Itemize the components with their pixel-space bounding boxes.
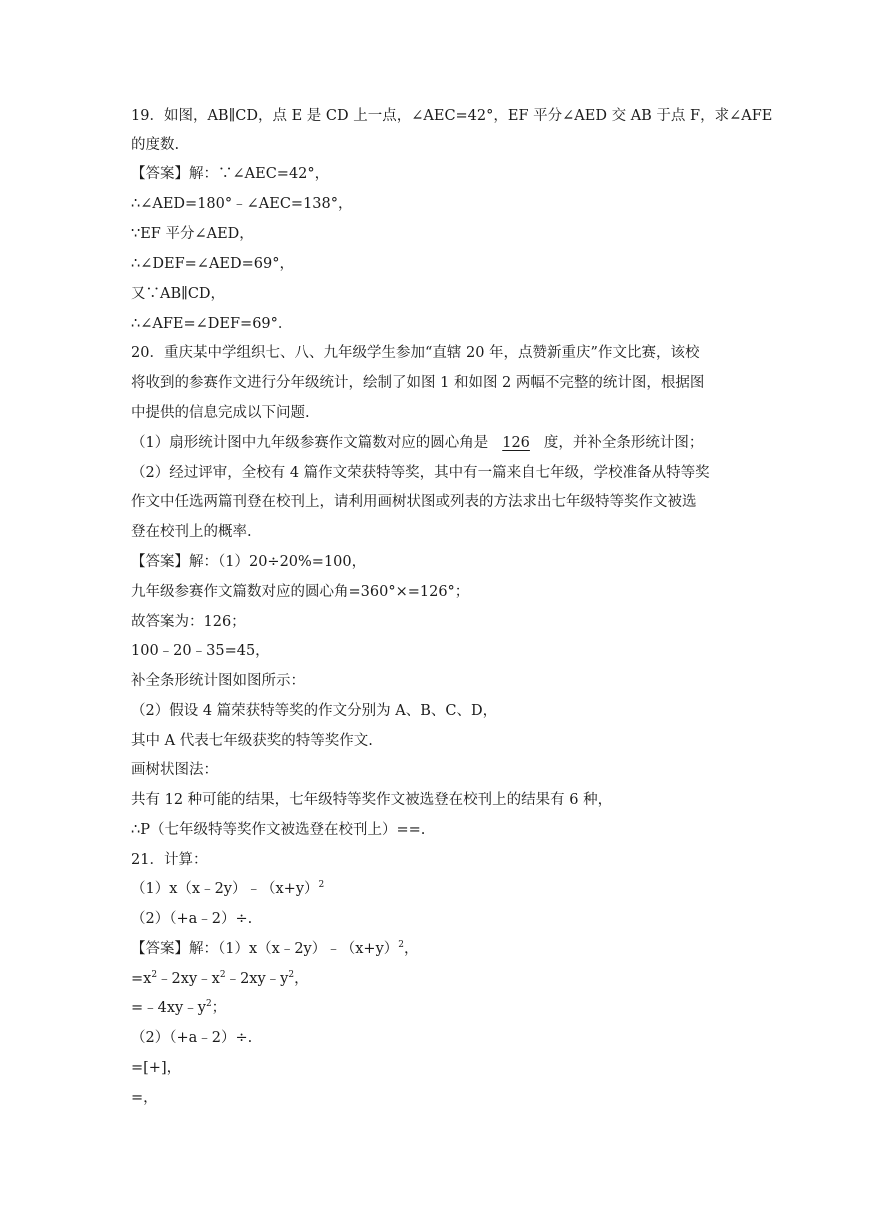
q20-part2-line-1: （2）经过评审，全校有 4 篇作文荣获特等奖，其中有一篇来自七年级，学校准备从特等奖 (131, 465, 710, 481)
q19-answer-line-6: ∴∠AFE=∠DEF=69°． (131, 316, 293, 332)
q20-answer-line-1: 【答案】解：（1）20÷20%=100， (131, 554, 367, 570)
q21-answer-line-5: =[+]， (131, 1060, 182, 1076)
q21-answer-2-exp-2: 2 (219, 970, 226, 981)
q20-part1-answer-blank: 126 (502, 435, 530, 451)
q21-answer-3-exp-1: 2 (205, 999, 212, 1010)
q20-part2-line-3: 登在校刊上的概率. (131, 524, 252, 540)
q21-answer-1-text: 【答案】解：（1）x（x﹣2y）﹣（x+y） (131, 941, 399, 957)
q19-stem-line-2: 的度数. (131, 137, 180, 153)
q21-answer-line-3 (131, 998, 226, 1018)
q19-answer-line-5: 又∵AB∥CD， (131, 286, 226, 302)
q21-answer-3-part-2: ； (211, 1000, 227, 1016)
q21-stem-line-1: 21．计算： (131, 852, 208, 868)
q21-answer-2-part-2: ﹣2xy﹣x (157, 971, 220, 987)
q19-answer-line-1: 【答案】解：∵∠AEC=42°， (131, 166, 330, 182)
q21-part2: （2）（+a﹣2）÷. (131, 911, 253, 927)
q21-answer-1-tail: ， (404, 941, 419, 957)
q20-answer-line-8: 画树状图法： (131, 762, 218, 778)
q20-part1-suffix: 度，并补全条形统计图； (543, 435, 704, 451)
q21-answer-line-1 (131, 939, 419, 959)
q20-stem-line-2: 将收到的参赛作文进行分年级统计，绘制了如图 1 和如图 2 两幅不完整的统计图，根据图 (131, 375, 705, 391)
q19-answer-line-2: ∴∠AED=180°﹣∠AEC=138°， (131, 196, 353, 212)
q20-part2-line-2: 作文中任选两篇刊登在校刊上，请利用画树状图或列表的方法求出七年级特等奖作文被选 (131, 494, 697, 510)
q20-part1 (131, 433, 703, 453)
q21-part1-exponent: 2 (318, 880, 325, 891)
q21-answer-2-exp-3: 2 (288, 970, 295, 981)
q21-answer-line-4: （2）（+a﹣2）÷. (131, 1030, 253, 1046)
q20-answer-line-6: （2）假设 4 篇荣获特等奖的作文分别为 A、B、C、D， (131, 703, 498, 719)
q20-stem-line-1: 20．重庆某中学组织七、八、九年级学生参加“直辖 20 年，点赞新重庆”作文比赛，该校 (131, 345, 700, 361)
q20-answer-line-10: ∴P（七年级特等奖作文被选登在校刊上）==. (131, 822, 426, 838)
q19-answer-line-3: ∵EF 平分∠AED， (131, 226, 254, 242)
q19-stem-line-1: 19．如图，AB∥CD，点 E 是 CD 上一点，∠AEC=42°，EF 平分∠AED 交 AB 于点 F，求∠AFE (131, 108, 773, 124)
q20-stem-line-3: 中提供的信息完成以下问题. (131, 405, 310, 421)
q20-answer-line-7: 其中 A 代表七年级获奖的特等奖作文. (131, 733, 373, 749)
q21-answer-1-exponent: 2 (398, 940, 404, 951)
q21-answer-line-2 (131, 969, 309, 989)
q21-answer-2-exp-1: 2 (151, 970, 158, 981)
q20-answer-line-4: 100﹣20﹣35=45， (131, 643, 270, 659)
q21-answer-2-part-1: =x (131, 971, 152, 987)
q20-answer-line-3: 故答案为：126； (131, 614, 246, 630)
q19-answer-line-4: ∴∠DEF=∠AED=69°， (131, 256, 294, 272)
q21-part1 (131, 879, 324, 899)
q20-answer-line-5: 补全条形统计图如图所示： (131, 673, 305, 689)
q21-answer-3-part-1: =﹣4xy﹣y (131, 1000, 206, 1016)
q21-answer-2-part-3: ﹣2xy﹣y (225, 971, 289, 987)
q21-answer-line-6: =， (131, 1090, 158, 1106)
q20-part1-prefix: （1）扇形统计图中九年级参赛作文篇数对应的圆心角是 (131, 435, 489, 451)
q20-answer-line-9: 共有 12 种可能的结果，七年级特等奖作文被选登在校刊上的结果有 6 种， (131, 792, 613, 808)
q20-answer-line-2: 九年级参赛作文篇数对应的圆心角=360°×=126°； (131, 584, 470, 600)
q21-part1-text: （1）x（x﹣2y）﹣（x+y） (131, 881, 319, 897)
q21-answer-2-part-4: ， (294, 971, 309, 987)
